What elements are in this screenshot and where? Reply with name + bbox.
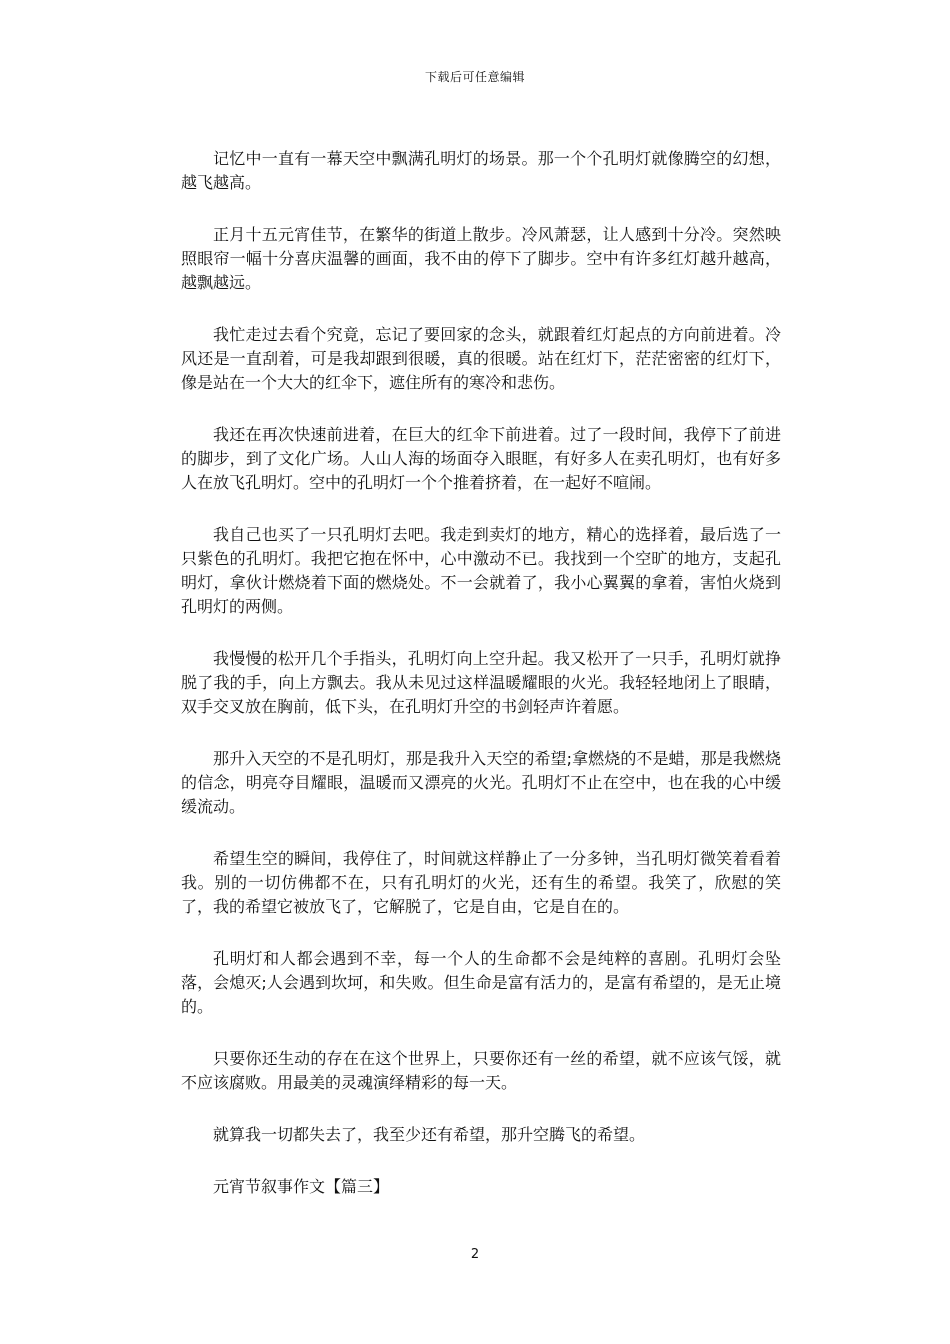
paragraph-3: 我忙走过去看个究竟，忘记了要回家的念头，就跟着红灯起点的方向前进着。冷风还是一直刮着，可是我却跟到很暖，真的很暖。站在红灯下，茫茫密密的红灯下，像是站在一个大大的红伞下，遮住所有的寒冷和悲伤。 [181,325,781,392]
paragraph-1: 记忆中一直有一幕天空中飘满孔明灯的场景。那一个个孔明灯就像腾空的幻想，越飞越高。 [181,149,781,192]
page-header: 下载后可任意编辑 [424,70,525,84]
paragraph-6: 我慢慢的松开几个手指头，孔明灯向上空升起。我又松开了一只手，孔明灯就挣脱了我的手，向上方飘去。我从未见过这样温暖耀眼的火光。我轻轻地闭上了眼睛，双手交叉放在胸前，低下头，在孔明灯升空的书剑轻声许着愿。 [181,649,781,716]
paragraph-7: 那升入天空的不是孔明灯，那是我升入天空的希望;拿燃烧的不是蜡，那是我燃烧的信念，明亮夺目耀眼，温暖而又漂亮的火光。孔明灯不止在空中，也在我的心中缓缓流动。 [181,749,781,816]
document-body [181,147,781,1199]
paragraph-8: 希望生空的瞬间，我停住了，时间就这样静止了一分多钟，当孔明灯微笑着看着我。别的一切仿佛都不在，只有孔明灯的火光，还有生的希望。我笑了，欣慰的笑了，我的希望它被放飞了，它解脱了，它是自由，它是自在的。 [181,849,781,916]
paragraph-11: 就算我一切都失去了，我至少还有希望，那升空腾飞的希望。 [213,1125,646,1144]
paragraph-5: 我自己也买了一只孔明灯去吧。我走到卖灯的地方，精心的选择着，最后选了一只紫色的孔明灯。我把它抱在怀中，心中激动不已。我找到一个空旷的地方，支起孔明灯，拿伙计燃烧着下面的燃烧处。不一会就着了，我小心翼翼的拿着，害怕火烧到孔明灯的两侧。 [181,525,781,616]
paragraph-4: 我还在再次快速前进着，在巨大的红伞下前进着。过了一段时间，我停下了前进的脚步，到了文化广场。人山人海的场面夺入眼眶，有好多人在卖孔明灯，也有好多人在放飞孔明灯。空中的孔明灯一个个推着挤着，在一起好不喧闹。 [181,425,781,492]
paragraph-10: 只要你还生动的存在在这个世界上，只要你还有一丝的希望，就不应该气馁，就不应该腐败。用最美的灵魂演绎精彩的每一天。 [181,1049,781,1092]
section-heading: 元宵节叙事作文【篇三】 [213,1177,390,1196]
paragraph-9: 孔明灯和人都会遇到不幸，每一个人的生命都不会是纯粹的喜剧。孔明灯会坠落，会熄灭;人会遇到坎坷，和失败。但生命是富有活力的，是富有希望的，是无止境的。 [181,949,781,1016]
paragraph-2: 正月十五元宵佳节，在繁华的街道上散步。冷风萧瑟，让人感到十分冷。突然映照眼帘一幅十分喜庆温馨的画面，我不由的停下了脚步。空中有许多红灯越升越高，越飘越远。 [181,225,781,292]
page-number: 2 [470,1247,480,1262]
